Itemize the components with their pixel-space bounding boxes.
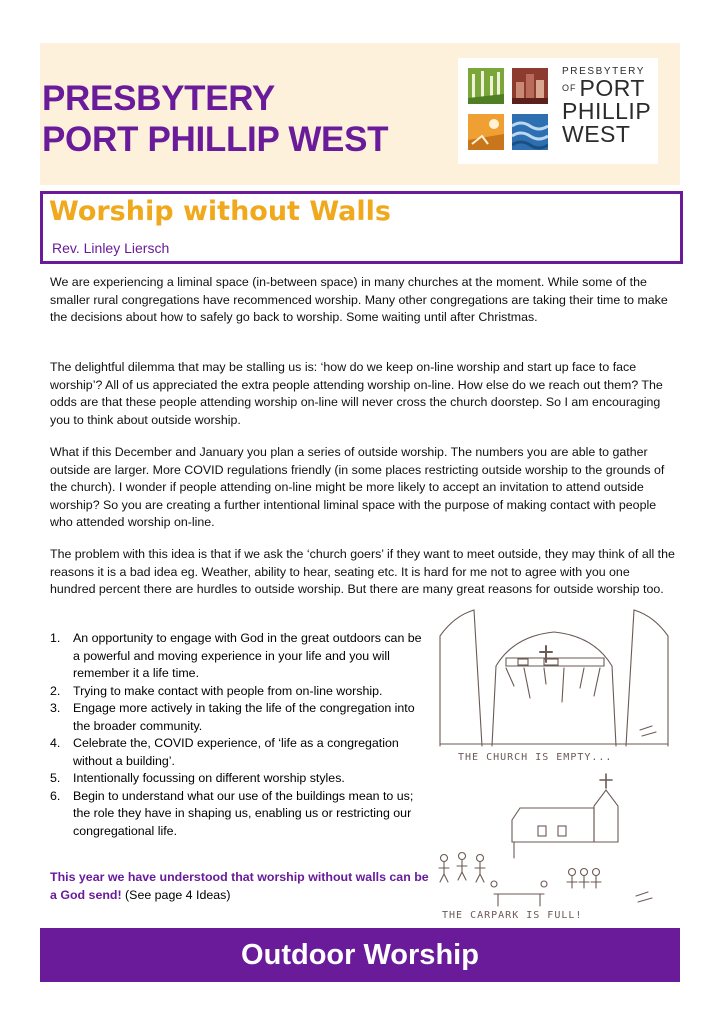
article-title: Worship without Walls (49, 196, 391, 227)
title-line-2: PORT PHILLIP WEST (42, 120, 389, 159)
list-number: 6. (50, 788, 61, 803)
logo-line-west: WEST (562, 121, 631, 147)
closing-statement (50, 869, 430, 904)
list-item (50, 735, 430, 770)
presbytery-logo (458, 58, 658, 164)
logo-of: OF (562, 83, 577, 93)
city-logo-tile (512, 68, 548, 104)
logo-line-port (562, 77, 651, 100)
list-number: 1. (50, 631, 61, 645)
list-text: An opportunity to engage with God in the great outdoors can be a powerful and moving experience in your life and you will remember it a life time. (73, 631, 422, 680)
list-item (50, 683, 430, 701)
list-item (50, 630, 430, 683)
list-number: 3. (50, 701, 61, 715)
list-number: 4. (50, 736, 61, 750)
article-author: Rev. Linley Liersch (52, 240, 170, 256)
list-text: Celebrate the, COVID experience, of ‘life as a congregation without a building’. (73, 736, 399, 768)
farm-logo-tile (468, 114, 504, 150)
list-item (50, 770, 430, 788)
trees-logo-tile (468, 68, 504, 104)
paragraph-3: What if this December and January you plan a series of outside worship. The numbers you are able to gather outside are larger. More COVID regulations friendly (in some places restricting outside worship to the grounds of the church). I wonder if people attending on-line might be more likely to accept an invitation to attend outside worship? So you are creating a further intentional liminal space with the purpose of making contact with people who attended worship on-line. (50, 445, 665, 529)
article-title-box (40, 191, 683, 264)
church-sketch-illustration (434, 606, 674, 926)
sketch-caption-top: THE CHURCH IS EMPTY... (458, 752, 613, 763)
paragraph-1: We are experiencing a liminal space (in-between space) in many churches at the moment. While some of the smaller rural congregations have recommenced worship. Many other congregations are taking their time to make the decisions about how to safely go back to worship. Some waiting until after Christmas. (50, 275, 668, 324)
logo-line-phillip: PHILLIP (562, 98, 652, 124)
logo-wordmark (562, 66, 651, 146)
logo-port: PORT (579, 75, 645, 101)
list-text: Begin to understand what our use of the buildings mean to us; the role they have in shaping us, enabling us or restricting our congregational life. (73, 788, 414, 838)
reasons-list (50, 630, 430, 840)
footer-banner (40, 928, 680, 982)
footer-label: Outdoor Worship (241, 939, 479, 971)
paragraph-4: The problem with this idea is that if we ask the ‘church goers’ if they want to meet outside, they may think of all the reasons it is a bad idea eg. Weather, ability to hear, seating etc. It is hard for me not to agree with you one hundred percent there are hurdles to outside worship. But there are many great reasons for outside worship too. (50, 547, 675, 596)
list-text: Trying to make contact with people from on-line worship. (73, 683, 383, 698)
sketch-caption-bottom: THE CARPARK IS FULL! (442, 910, 583, 921)
water-logo-tile (512, 114, 548, 150)
title-line-1: PRESBYTERY (42, 79, 275, 118)
list-item (50, 788, 430, 841)
list-number: 2. (50, 683, 61, 698)
logo-line-presbytery: PRESBYTERY (562, 66, 646, 77)
list-number: 5. (50, 771, 61, 785)
closing-note: (See page 4 Ideas) (121, 887, 231, 902)
paragraph-2: The delightful dilemma that may be stalling us is: ‘how do we keep on-line worship and start up face to face worship’? All of us appreciated the extra people attending worship on-line. How else do we reach out them? The odds are that these people attending worship on-line will never cross the church doorstep. So I am encouraging you to think about outside worship. (50, 360, 663, 427)
list-text: Intentionally focussing on different worship styles. (73, 771, 345, 785)
presbytery-title (42, 78, 388, 160)
list-item (50, 700, 430, 735)
closing-highlight: This year we have understood that worship without walls can be a God send! (50, 870, 429, 902)
list-text: Engage more actively in taking the life of the congregation into the broader community. (73, 701, 415, 733)
